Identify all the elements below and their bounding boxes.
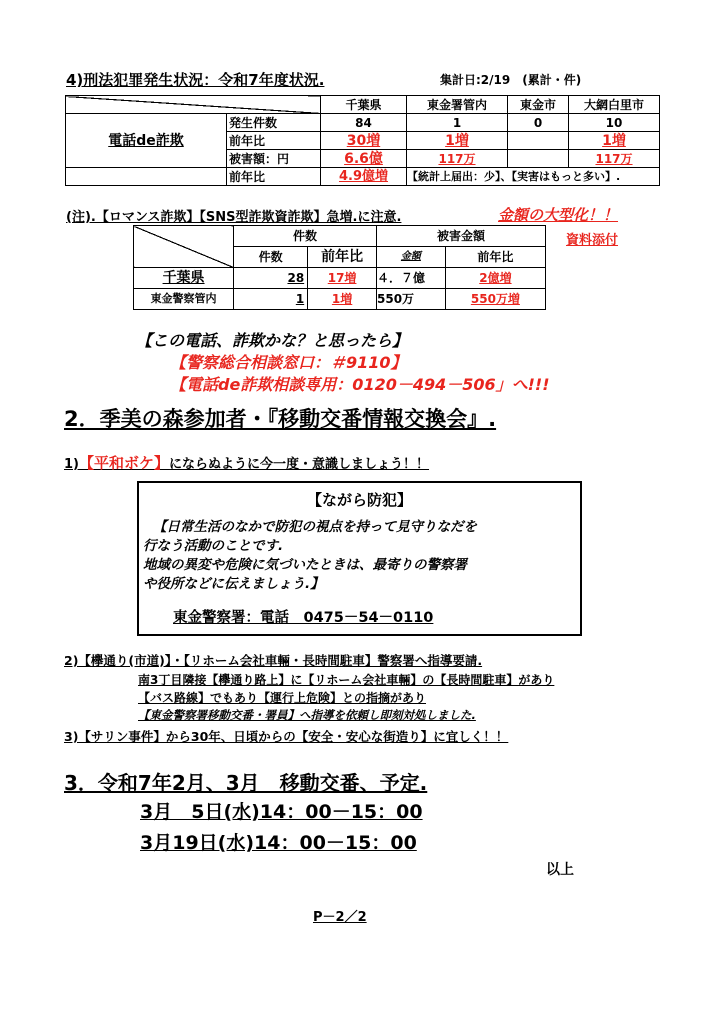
box-line: 地域の異変や危険に気づいたときは、最寄りの警察署 — [143, 557, 467, 573]
item1-prefix: 1) — [64, 457, 79, 472]
table1-blank — [66, 168, 227, 186]
section2-item2-detail: 【バス路線】でもあり【運行上危険】との指摘があり — [138, 691, 427, 705]
table1-cell: 1増 — [569, 132, 660, 150]
section2-item3: 3)【サリン事件】から30年、日頃からの【安全・安心な街造り】に宜しく！！ — [64, 729, 509, 744]
table1-cell: 10 — [569, 114, 660, 132]
item1-highlight: 【平和ボケ】 — [79, 454, 170, 472]
table1-cell — [508, 150, 569, 168]
table2-cell: ４．７億 — [377, 268, 446, 289]
table2-header: 件数 — [234, 226, 377, 247]
table1-header: 大網白里市 — [569, 96, 660, 114]
table1-row-label: 発生件数 — [227, 114, 321, 132]
section2-item2-detail: 【東金警察署移動交番・署員】へ指導を依頼し即刻対処しました. — [138, 708, 476, 722]
table1-header: 東金署管内 — [407, 96, 508, 114]
section2-title: 2．季美の森参加者・『移動交番情報交換会』. — [64, 407, 497, 431]
table1-cell: 117万 — [569, 150, 660, 168]
large-amount-warning: 金額の大型化！！ — [498, 206, 619, 224]
table2-cell: 28 — [234, 268, 308, 289]
table1-corner — [66, 96, 321, 114]
section2-item2-detail: 南3丁目隣接【欅通り路上】に【リホーム会社車輛】の【長時間駐車】があり — [138, 673, 555, 687]
closing-remark: 以上 — [546, 862, 574, 878]
table1-cell: 0 — [508, 114, 569, 132]
item1-text: にならぬように今一度・意識しましょう！！ — [169, 457, 430, 472]
table2-row-label: 東金警察管内 — [134, 289, 234, 310]
table1-cell: 4.9億増 — [321, 168, 407, 186]
table1-header: 千葉県 — [321, 96, 407, 114]
fraud-stats-table — [65, 95, 660, 186]
schedule-date: 3月19日(水)14：00－15：00 — [140, 832, 417, 854]
table1-row-label: 前年比 — [227, 132, 321, 150]
section2-item2: 2)【欅通り(市道)】・【リホーム会社車輛・長時間駐車】警察署へ指導要請. — [64, 653, 483, 668]
table1-cell: 1 — [407, 114, 508, 132]
table2-cell: 1増 — [308, 289, 377, 310]
box-line: や役所などに伝えましょう.】 — [143, 576, 324, 592]
table2-corner — [134, 226, 234, 268]
table2-cell: 2億増 — [445, 268, 545, 289]
table1-note: 【統計上届出：少】、【実害はもっと多い】. — [407, 168, 660, 186]
nagara-bohan-box — [137, 481, 582, 636]
table2-subheader: 前年比 — [445, 247, 545, 268]
table2-cell: 1 — [234, 289, 308, 310]
table1-cell: 1増 — [407, 132, 508, 150]
table2-subheader: 前年比 — [308, 247, 377, 268]
table1-cell — [508, 132, 569, 150]
section4-title: 4)刑法犯罪発生状況：令和7年度状況. — [66, 71, 325, 89]
box-line: 【日常生活のなかで防犯の視点を持って見守りなだを — [153, 519, 477, 535]
romance-fraud-table — [133, 225, 546, 310]
box-title: 【ながら防犯】 — [306, 491, 412, 509]
section2-item1 — [64, 452, 429, 473]
romance-fraud-note: (注).【ロマンス詐欺】【SNS型詐欺資詐欺】急増.に注意. — [66, 210, 402, 225]
table1-cell: 6.6億 — [321, 150, 407, 168]
table1-row-label: 前年比 — [227, 168, 321, 186]
page-number: P－2／2 — [313, 910, 367, 925]
table2-subheader: 件数 — [234, 247, 308, 268]
table2-cell: 17増 — [308, 268, 377, 289]
table1-header: 東金市 — [508, 96, 569, 114]
table1-cell: 30増 — [321, 132, 407, 150]
section3-title: 3．令和7年2月、3月 移動交番、予定. — [64, 771, 428, 795]
table2-row-label: 千葉県 — [134, 268, 234, 289]
tally-date: 集計日:2/19 (累計・件) — [440, 73, 582, 87]
table1-cell: 84 — [321, 114, 407, 132]
table2-cell: 550万増 — [445, 289, 545, 310]
callout-line3: 【電話de詐欺相談専用：0120－494－506」へ!!! — [170, 375, 550, 394]
attachment-note: 資料添付 — [566, 233, 619, 248]
callout-line2: 【警察総合相談窓口：＃9110】 — [170, 353, 407, 372]
table2-cell: 550万 — [377, 289, 446, 310]
callout-line1: 【この電話、詐欺かな？と思ったら】 — [136, 331, 409, 350]
box-phone: 東金警察署：電話 0475－54－0110 — [173, 610, 434, 626]
table2-header: 被害金額 — [377, 226, 546, 247]
table1-cell: 117万 — [407, 150, 508, 168]
schedule-date: 3月 5日(水)14：00－15：00 — [140, 801, 423, 823]
table2-subheader: 金額 — [377, 247, 446, 268]
table1-rowgroup: 電話de詐欺 — [66, 114, 227, 168]
table1-row-label: 被害額：円 — [227, 150, 321, 168]
box-line: 行なう活動のことです. — [143, 538, 284, 554]
